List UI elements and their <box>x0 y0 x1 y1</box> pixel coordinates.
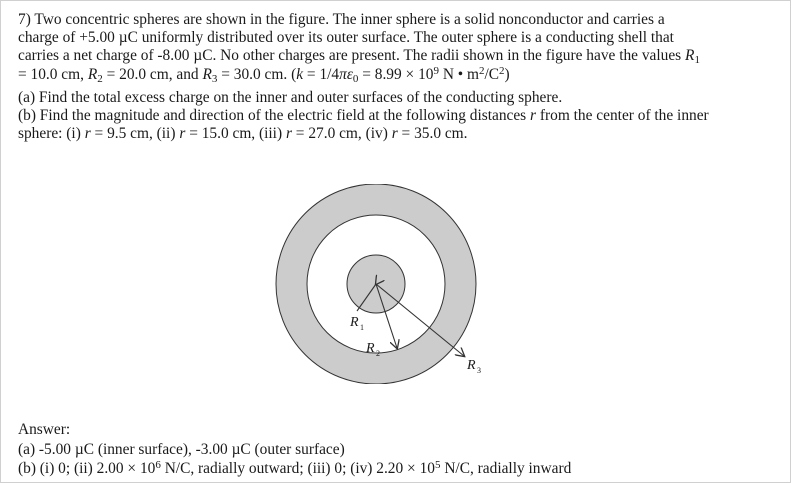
constant-exponent: 9 <box>433 64 439 77</box>
label-r3: R <box>467 358 476 373</box>
constant-epsilon-sub: 0 <box>352 72 359 85</box>
r2-symbol: R <box>87 65 98 83</box>
problem-intro <box>18 11 778 84</box>
coulomb-constant <box>291 66 510 83</box>
constant-open-paren: ( <box>291 65 297 83</box>
answer-part-b-middle: N/C, radially outward; (iii) 0; (iv) 2.20 × 10 <box>160 460 435 477</box>
question-part-b-line-1-end: from the center of the inner <box>539 107 709 125</box>
label-r1: R <box>350 315 359 330</box>
label-r2: R <box>366 341 375 356</box>
constant-units-exponent: 2 <box>479 64 485 77</box>
r3-subscript: 3 <box>211 72 218 85</box>
question-part-b-line-1: (b) Find the magnitude and direction of the electric field at the following distances <box>18 107 527 125</box>
r1-value: = 10.0 cm, <box>18 65 84 83</box>
variable-r: r <box>530 107 537 125</box>
label-r3-sub: 3 <box>477 366 481 375</box>
figure-svg <box>262 184 502 384</box>
constant-units: N • m <box>438 65 479 83</box>
answer-part-b <box>18 459 778 479</box>
constant-quarter: = 1/4 <box>303 65 340 83</box>
answer-part-b-end: N/C, radially inward <box>440 460 572 477</box>
variable-r: r <box>391 125 398 143</box>
r3-value: = 30.0 cm. <box>221 65 288 83</box>
intro-line-3: carries a net charge of -8.00 µC. No other charges are present. The radii shown in the figure have the values <box>18 47 682 65</box>
r1-symbol: R <box>685 47 695 65</box>
answer-heading: Answer: <box>18 421 71 438</box>
distance-iv: = 35.0 cm. <box>401 125 468 143</box>
label-r1-sub: 1 <box>360 323 364 332</box>
constant-value: = 8.99 × 10 <box>358 65 434 83</box>
distance-iii: = 27.0 cm, (iv) <box>295 125 388 143</box>
concentric-spheres-figure <box>262 184 502 384</box>
constant-close-paren: ) <box>504 65 510 83</box>
r2-value: = 20.0 cm, and <box>106 65 199 83</box>
variable-r: r <box>179 125 186 143</box>
distance-ii: = 15.0 cm, (iii) <box>189 125 283 143</box>
r3-symbol: R <box>202 65 212 83</box>
intro-line-2: charge of +5.00 µC uniformly distributed over its outer surface. The outer sphere is a conducting shell that <box>18 29 674 47</box>
answer-section <box>18 420 778 479</box>
answer-exponent-2: 5 <box>434 459 441 471</box>
label-r2-sub: 2 <box>376 349 380 358</box>
r2-subscript: 2 <box>97 72 103 85</box>
r1-subscript: 1 <box>694 54 700 67</box>
constant-pi-epsilon: πε <box>339 65 353 83</box>
question-part-a: (a) Find the total excess charge on the inner and outer surfaces of the conducting sphere. <box>18 88 563 106</box>
problem-statement <box>18 11 778 143</box>
constant-k: k <box>296 65 304 83</box>
distance-i: = 9.5 cm, (ii) <box>94 125 176 143</box>
intro-line-1: 7) Two concentric spheres are shown in the figure. The inner sphere is a solid nonconductor and carries a <box>18 11 665 28</box>
constant-units-tail: /C <box>484 65 500 83</box>
variable-r: r <box>84 125 91 143</box>
answer-part-b-start: (b) (i) 0; (ii) 2.00 × 10 <box>18 460 156 477</box>
answer-part-a: (a) -5.00 µC (inner surface), -3.00 µC (outer surface) <box>18 440 345 458</box>
problem-parts <box>18 89 778 144</box>
answer-exponent-1: 6 <box>155 459 161 471</box>
question-part-b-line-2: sphere: (i) <box>18 125 81 143</box>
variable-r: r <box>285 125 292 143</box>
constant-units-tail-exponent: 2 <box>499 64 505 77</box>
